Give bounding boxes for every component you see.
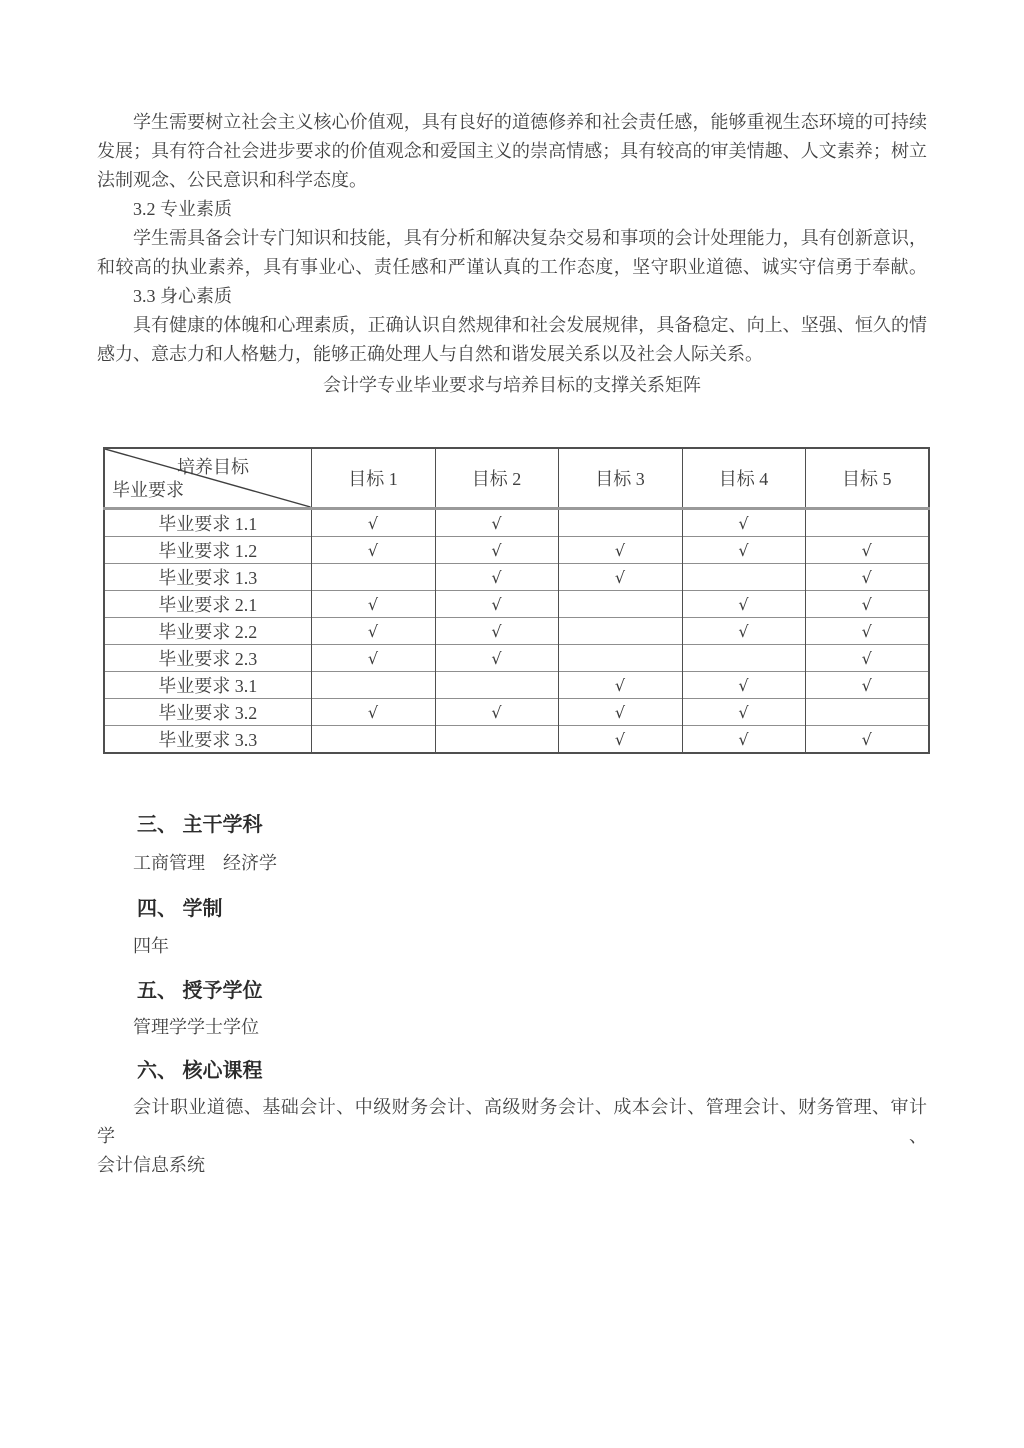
paragraph-line: 会计职业道德、基础会计、中级财务会计、高级财务会计、成本会计、管理会计、财务管理、审计学、 — [97, 1097, 927, 1146]
check-mark-cell: √ — [311, 645, 435, 672]
check-mark-cell: √ — [435, 591, 558, 618]
paragraph-physical-mental — [97, 311, 927, 369]
column-header: 目标 1 — [311, 448, 435, 509]
empty-cell — [558, 591, 682, 618]
check-mark-cell: √ — [805, 591, 929, 618]
empty-cell — [558, 509, 682, 537]
paragraph-line: 和较高的执业素养，具有事业心、责任感和严谨认真的工作态度，坚守职业道德、诚实守信勇于奉献。 — [97, 257, 927, 277]
check-mark-cell: √ — [435, 618, 558, 645]
row-label: 毕业要求 1.2 — [104, 537, 311, 564]
paragraph-line: 法制观念、公民意识和科学态度。 — [97, 170, 367, 190]
row-label: 毕业要求 1.1 — [158, 514, 258, 534]
check-mark-cell: √ — [682, 699, 805, 726]
column-header: 目标 3 — [558, 448, 682, 509]
check-mark-cell: √ — [558, 726, 682, 754]
row-label: 毕业要求 3.1 — [104, 672, 311, 699]
column-header: 目标 4 — [682, 448, 805, 509]
empty-cell — [805, 699, 929, 726]
check-mark-cell: √ — [805, 564, 929, 591]
matrix-body — [104, 509, 929, 754]
check-mark-cell: √ — [558, 699, 682, 726]
document-content — [97, 108, 927, 1180]
corner-label-objectives: 培养目标 — [177, 457, 249, 477]
row-label: 毕业要求 2.3 — [104, 645, 311, 672]
check-mark-cell: √ — [805, 618, 929, 645]
check-mark-cell: √ — [682, 591, 805, 618]
empty-cell — [311, 564, 435, 591]
empty-cell — [805, 509, 929, 537]
section-heading-duration: 四、 学制 — [137, 898, 223, 920]
paragraph-line: 学生需要树立社会主义核心价值观，具有良好的道德修养和社会责任感，能够重视生态环境的可持续 — [133, 112, 927, 132]
table-row — [104, 699, 929, 726]
section-body-duration: 四年 — [133, 936, 169, 956]
check-mark-cell: √ — [311, 537, 435, 564]
check-mark-cell: √ — [682, 537, 805, 564]
empty-cell — [558, 645, 682, 672]
table-row — [104, 645, 929, 672]
section-heading-core-courses: 六、 核心课程 — [137, 1060, 263, 1082]
check-mark-cell: √ — [682, 618, 805, 645]
check-mark-cell: √ — [805, 537, 929, 564]
paragraph-values — [97, 108, 927, 195]
matrix-header-row — [104, 448, 929, 509]
paragraph-line: 会计信息系统 — [97, 1155, 205, 1175]
section-body-major-disciplines: 工商管理 经济学 — [133, 853, 277, 873]
check-mark-cell: √ — [558, 564, 682, 591]
check-mark-cell: √ — [682, 726, 805, 754]
column-header: 目标 2 — [435, 448, 558, 509]
check-mark-cell: √ — [805, 645, 929, 672]
empty-cell — [435, 672, 558, 699]
check-mark-cell: √ — [311, 699, 435, 726]
section-heading-degree: 五、 授予学位 — [137, 980, 263, 1002]
check-mark-cell: √ — [558, 672, 682, 699]
paragraph-professional — [97, 224, 927, 282]
check-mark-cell: √ — [435, 509, 558, 537]
row-label: 毕业要求 3.2 — [104, 699, 311, 726]
check-mark-cell: √ — [435, 645, 558, 672]
section-heading-major-disciplines: 三、 主干学科 — [137, 814, 263, 836]
empty-cell — [435, 726, 558, 754]
table-row — [104, 564, 929, 591]
table-row — [104, 537, 929, 564]
table-row — [104, 591, 929, 618]
check-mark-cell: √ — [805, 672, 929, 699]
section-body-degree: 管理学学士学位 — [133, 1017, 259, 1037]
check-mark-cell: √ — [805, 726, 929, 754]
empty-cell — [682, 564, 805, 591]
check-mark-cell: √ — [435, 537, 558, 564]
column-header: 目标 5 — [805, 448, 929, 509]
subheading-3-2: 3.2 专业素质 — [133, 199, 232, 219]
check-mark-cell: √ — [311, 618, 435, 645]
empty-cell — [311, 672, 435, 699]
empty-cell — [311, 726, 435, 754]
row-label: 毕业要求 1.3 — [104, 564, 311, 591]
check-mark-cell: √ — [435, 564, 558, 591]
subheading-3-3: 3.3 身心素质 — [133, 286, 232, 306]
corner-label-requirements: 毕业要求 — [112, 480, 184, 500]
empty-cell — [558, 618, 682, 645]
paragraph-line: 发展；具有符合社会进步要求的价值观念和爱国主义的崇高情感；具有较高的审美情趣、人文素养；树立 — [97, 141, 927, 161]
paragraph-line: 具有健康的体魄和心理素质，正确认识自然规律和社会发展规律，具备稳定、向上、坚强、恒久的情 — [133, 315, 927, 335]
check-mark-cell: √ — [682, 509, 805, 537]
check-mark-cell: √ — [435, 699, 558, 726]
check-mark-cell: √ — [311, 509, 435, 537]
check-mark-cell: √ — [682, 672, 805, 699]
diagonal-header-cell — [104, 448, 311, 509]
row-label: 毕业要求 2.1 — [104, 591, 311, 618]
check-mark-cell: √ — [558, 537, 682, 564]
support-matrix-table — [103, 447, 930, 754]
table-row — [104, 618, 929, 645]
paragraph-line: 学生需具备会计专门知识和技能，具有分析和解决复杂交易和事项的会计处理能力，具有创新意识， — [133, 228, 927, 248]
paragraph-line: 感力、意志力和人格魅力，能够正确处理人与自然和谐发展关系以及社会人际关系。 — [97, 344, 763, 364]
check-mark-cell: √ — [311, 591, 435, 618]
row-label: 毕业要求 2.2 — [104, 618, 311, 645]
paragraph-core-courses — [97, 1093, 927, 1180]
table-row — [104, 726, 929, 754]
matrix-table-title: 会计学专业毕业要求与培养目标的支撑关系矩阵 — [323, 375, 701, 395]
table-row — [104, 672, 929, 699]
table-row — [104, 509, 929, 537]
row-label: 毕业要求 3.3 — [104, 726, 311, 754]
empty-cell — [682, 645, 805, 672]
